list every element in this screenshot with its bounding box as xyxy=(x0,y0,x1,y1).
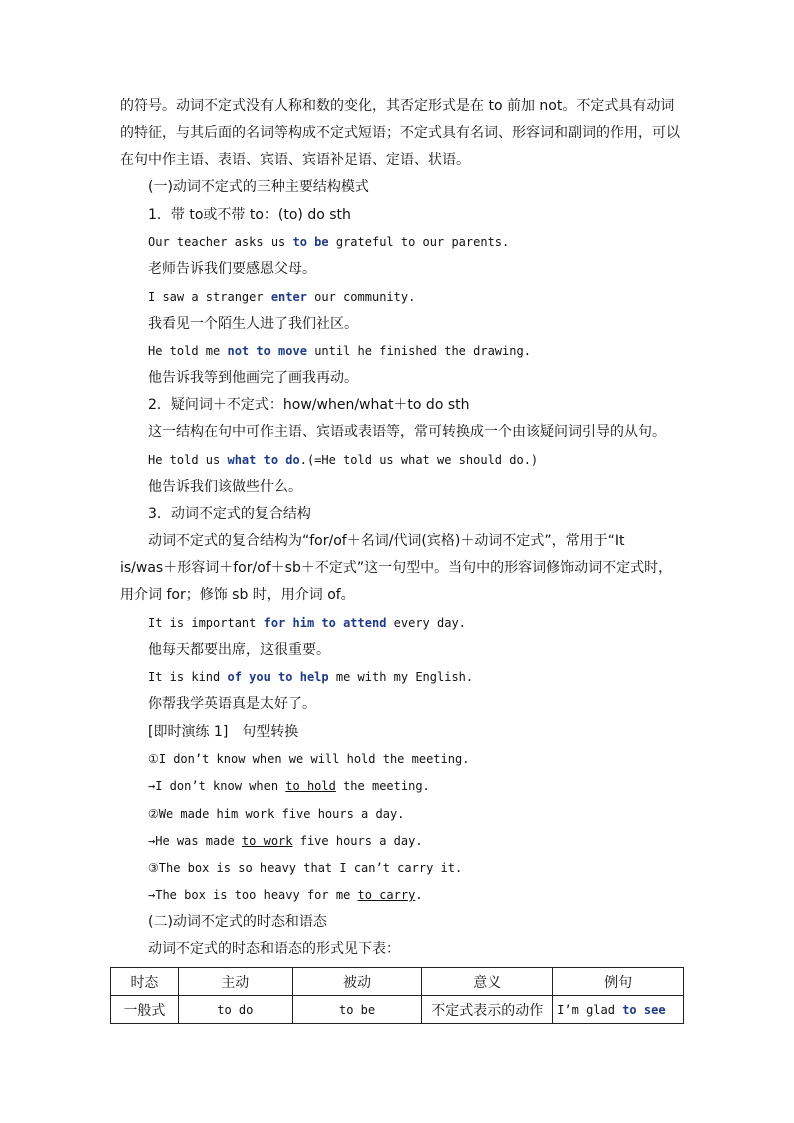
point-2-description: 这一结构在句中可作主语、宾语或表语等，常可转换成一个由该疑问词引导的从句。 xyxy=(148,424,666,440)
example-1b-translation: 我看见一个陌生人进了我们社区。 xyxy=(148,316,358,332)
section-heading-1: (一)动词不定式的三种主要结构模式 xyxy=(148,179,369,195)
table-cell-tense: 一般式 xyxy=(111,996,179,1024)
intro-line-3: 在句中作主语、表语、宾语、宾语补足语、定语、状语。 xyxy=(120,152,470,168)
table-row xyxy=(111,996,684,1024)
example-1b xyxy=(148,291,415,303)
intro-line-1: 的符号。动词不定式没有人称和数的变化，其否定形式是在 to 前加 not。不定式具有动词 xyxy=(120,98,675,114)
example-highlight: to be xyxy=(292,235,329,249)
example-2 xyxy=(148,454,538,466)
point-3-line-1: 动词不定式的复合结构为“for/of＋名词/代词(宾格)＋动词不定式”，常用于“It xyxy=(148,533,625,549)
section-heading-2: (二)动词不定式的时态和语态 xyxy=(148,914,327,930)
example-text: me with my English. xyxy=(328,670,474,684)
point-3-title: 3．动词不定式的复合结构 xyxy=(148,506,311,522)
answer-text: the meeting. xyxy=(335,779,430,793)
practice-title: [即时演练 1] 句型转换 xyxy=(148,724,299,740)
table-cell-meaning: 不定式表示的动作 xyxy=(422,996,553,1024)
point-1-title xyxy=(148,208,351,222)
answer-text: →I don’t know when xyxy=(148,779,286,793)
example-text: every day. xyxy=(386,616,466,630)
example-highlight: not to move xyxy=(227,344,307,358)
table-header-cell: 时态 xyxy=(111,968,179,996)
section-2-description: 动词不定式的时态和语态的形式见下表： xyxy=(148,941,400,957)
example-text: He told us xyxy=(148,453,228,467)
practice-answer-3 xyxy=(148,889,423,901)
example-text: I saw a stranger xyxy=(148,290,271,304)
point-3-line-3: 用介词 for；修饰 sb 时，用介词 of。 xyxy=(120,587,355,603)
table-cell-passive: to be xyxy=(292,996,422,1024)
table-cell-example xyxy=(553,996,684,1024)
example-highlight: what to do xyxy=(227,453,300,467)
point-1-title-text: 1．带 to或不带 to：(to) do sth xyxy=(148,207,351,223)
example-1a-translation: 老师告诉我们要感恩父母。 xyxy=(148,261,316,277)
answer-blank: to carry xyxy=(357,888,416,902)
example-text: grateful to our parents. xyxy=(328,235,510,249)
example-text: until he finished the drawing. xyxy=(306,344,531,358)
example-3b xyxy=(148,671,473,683)
example-text: It is important xyxy=(148,616,264,630)
example-2-translation: 他告诉我们该做些什么。 xyxy=(148,479,302,495)
example-highlight: enter xyxy=(270,290,307,304)
example-highlight: for him to attend xyxy=(263,616,387,630)
example-3b-translation: 你帮我学英语真是太好了。 xyxy=(148,696,316,712)
table-header-cell: 意义 xyxy=(422,968,553,996)
intro-line-2: 的特征，与其后面的名词等构成不定式短语；不定式具有名词、形容词和副词的作用，可以 xyxy=(120,125,680,141)
answer-blank: to work xyxy=(241,834,293,848)
practice-question-3: ③The box is so heavy that I can’t carry it. xyxy=(148,861,463,875)
answer-blank: to hold xyxy=(285,779,336,793)
example-text: I’m glad xyxy=(557,1002,623,1017)
tense-voice-table xyxy=(110,967,684,1024)
example-text: our community. xyxy=(306,290,416,304)
example-text: He told me xyxy=(148,344,228,358)
example-1c-translation: 他告诉我等到他画完了画我再动。 xyxy=(148,370,358,386)
table-header-cell: 例句 xyxy=(553,968,684,996)
answer-text: five hours a day. xyxy=(292,834,423,848)
example-1c xyxy=(148,345,531,357)
practice-answer-1 xyxy=(148,780,430,792)
example-3a xyxy=(148,617,466,629)
point-2-title: 2．疑问词＋不定式：how/when/what＋to do sth xyxy=(148,397,470,413)
example-text: Our teacher asks us xyxy=(148,235,293,249)
point-3-line-2: is/was＋形容词＋for/of＋sb＋不定式”这一句型中。当句中的形容词修饰动词不定式时， xyxy=(120,560,673,576)
table-header-cell: 被动 xyxy=(292,968,422,996)
answer-text: . xyxy=(415,888,423,902)
answer-text: →He was made xyxy=(148,834,242,848)
practice-answer-2 xyxy=(148,835,423,847)
example-highlight: to see xyxy=(622,1002,666,1017)
example-1a xyxy=(148,236,509,248)
table-header-row xyxy=(111,968,684,996)
example-text: .(=He told us what we should do.) xyxy=(299,453,539,467)
example-3a-translation: 他每天都要出席，这很重要。 xyxy=(148,642,330,658)
table-header-cell: 主动 xyxy=(178,968,292,996)
answer-text: →The box is too heavy for me xyxy=(148,888,358,902)
table-cell-active: to do xyxy=(178,996,292,1024)
practice-question-1: ①I don’t know when we will hold the meeting. xyxy=(148,752,470,766)
example-highlight: of you to help xyxy=(227,670,329,684)
example-text: It is kind xyxy=(148,670,228,684)
practice-question-2: ②We made him work five hours a day. xyxy=(148,807,405,821)
